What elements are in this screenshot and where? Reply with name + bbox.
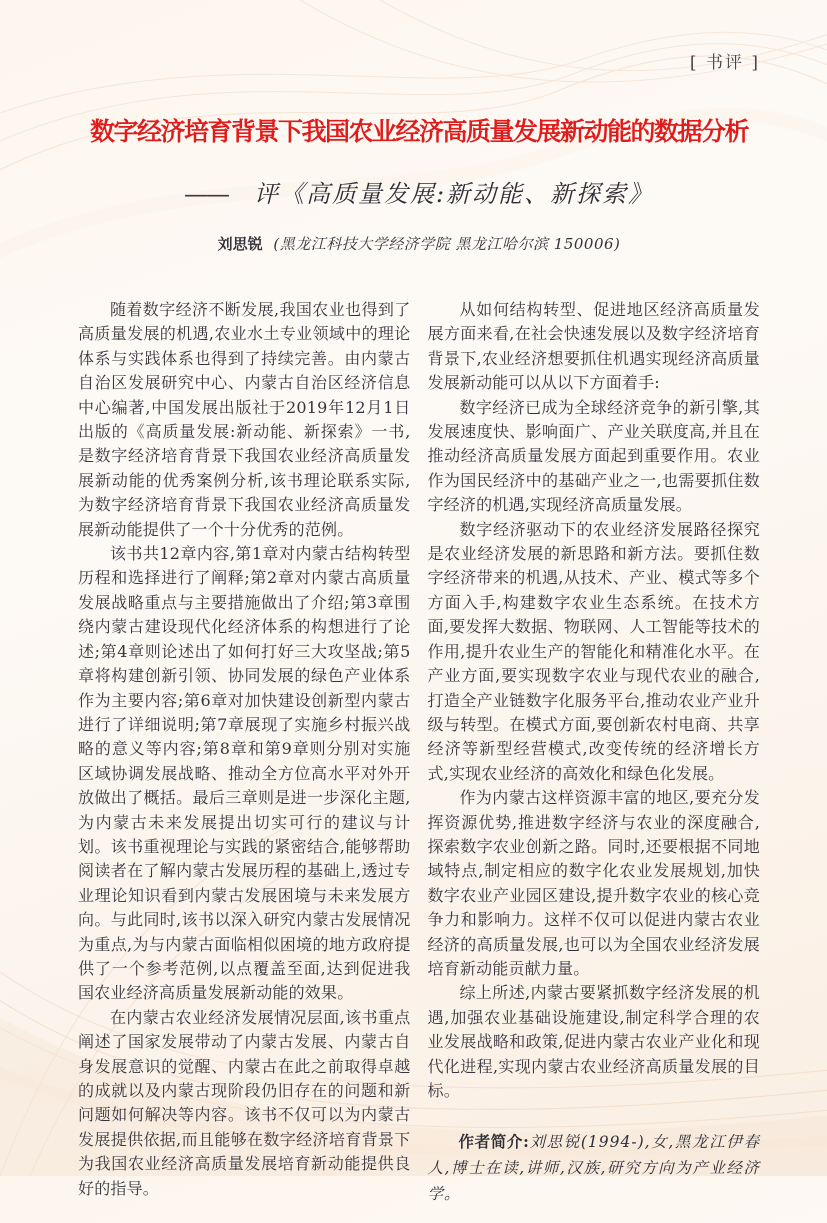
author-line — [78, 233, 760, 254]
subtitle-text: 评《高质量发展:新动能、新探索》 — [253, 180, 655, 208]
author-bio — [428, 1129, 761, 1207]
paragraph: 从如何结构转型、促进地区经济高质量发展方面来看,在社会快速发展以及数字经济培育背景下,农业经济想要抓住机遇实现经济高质量发展新动能可以从以下方面着手: — [427, 300, 760, 393]
paragraph: 数字经济已成为全球经济竞争的新引擎,其发展速度快、影响面广、产业关联度高,并且在推动经济高质量发展方面起到重要作用。农业作为国民经济中的基础产业之一,也需要抓住数字经济的机遇,实现经济高质量发展。 — [427, 397, 760, 515]
right-column-paragraphs — [428, 298, 761, 1103]
article-title: 数字经济培育背景下我国农业经济高质量发展新动能的数据分析 — [89, 117, 748, 146]
subtitle-dash: —— — [183, 180, 228, 208]
header-row — [78, 48, 760, 73]
paragraph: 在内蒙古农业经济发展情况层面,该书重点阐述了国家发展带动了内蒙古发展、内蒙古自身发展意识的觉醒、内蒙古在此之前取得卓越的成就以及内蒙古现阶段仍旧存在的问题和新问题如何解决等内容。该书不仅可以为内蒙古发展提供依据,而且能够在数字经济培育背景下为我国农业经济高质量发展培育新动能提供良好的指导。 — [78, 1007, 411, 1198]
paragraph: 综上所述,内蒙古要紧抓数字经济发展的机遇,加强农业基础设施建设,制定科学合理的农业发展战略和政策,促进内蒙古农业产业化和现代化进程,实现内蒙古农业经济高质量发展的目标。 — [427, 983, 760, 1100]
paragraph: 随着数字经济不断发展,我国农业也得到了高质量发展的机遇,农业水土专业领域中的理论体系与实践体系也得到了持续完善。由内蒙古自治区发展研究中心、内蒙古自治区经济信息中心编著,中国发展出版社于2019年12月1日出版的《高质量发展:新动能、新探索》一书,是数字经济培育背景下我国农业经济高质量发展新动能的优秀案例分析,该书理论联系实际,为数字经济培育背景下我国农业经济高质量发展新动能提供了一个十分优秀的范例。 — [78, 300, 411, 539]
article-subtitle — [78, 174, 760, 209]
author-bio-text: 刘思锐(1994-),女,黑龙江伊春人,博士在读,讲师,汉族,研究方向为产业经济学。 — [427, 1133, 760, 1204]
author-affiliation: (黑龙江科技大学经济学院 黑龙江哈尔滨 150006) — [273, 235, 621, 253]
author-name: 刘思锐 — [217, 235, 263, 253]
section-tag-book-review: [ 书评 ] — [689, 53, 760, 73]
paragraph: 作为内蒙古这样资源丰富的地区,要充分发挥资源优势,推进数字经济与农业的深度融合,探索数字农业创新之路。同时,还要根据不同地域特点,制定相应的数字化农业发展规划,加快数字农业产业园区建设,提升数字农业的核心竞争力和影响力。这样不仅可以促进内蒙古农业经济的高质量发展,也可以为全国农业经济发展培育新动能贡献力量。 — [427, 788, 760, 978]
left-column — [78, 298, 411, 1223]
author-bio-label: 作者简介: — [458, 1132, 529, 1152]
paragraph: 数字经济驱动下的农业经济发展路径探究是农业经济发展的新思路和新方法。要抓住数字经济带来的机遇,从技术、产业、模式等多个方面入手,构建数字农业生态系统。在技术方面,要发挥大数据、物联网、人工智能等技术的作用,提升农业生产的智能化和精准化水平。在产业方面,要实现数字农业与现代农业的融合,打造全产业链数字化服务平台,推动农业产业升级与转型。在模式方面,要创新农村电商、共享经济等新型经营模式,改变传统的经济增长方式,实现农业经济的高效化和绿色化发展。 — [427, 519, 760, 783]
body-columns — [78, 298, 760, 1223]
right-column — [428, 298, 761, 1223]
paragraph: 该书共12章内容,第1章对内蒙古结构转型历程和选择进行了阐释;第2章对内蒙古高质量发展战略重点与主要措施做出了介绍;第3章围绕内蒙古建设现代化经济体系的构想进行了论述;第4章则论述出了如何打好三大攻坚战;第5章将构建创新引领、协同发展的绿色产业体系作为主要内容;第6章对加快建设创新型内蒙古进行了详细说明;第7章展现了实施乡村振兴战略的意义等内容;第8章和第9章则分别对实施区域协调发展战略、推动全方位高水平对外开放做出了概括。最后三章则是进一步深化主题,为内蒙古未来发展提出切实可行的建议与计划。该书重视理论与实践的紧密结合,能够帮助阅读者在了解内蒙古发展历程的基础上,透过专业理论知识看到内蒙古发展困境与未来发展方向。与此同时,该书以深入研究内蒙古发展情况为重点,为与内蒙古面临相似困境的地方政府提供了一个参考范例,以点覆盖至面,达到促进我国农业经济高质量发展新动能的效果。 — [78, 544, 411, 1003]
